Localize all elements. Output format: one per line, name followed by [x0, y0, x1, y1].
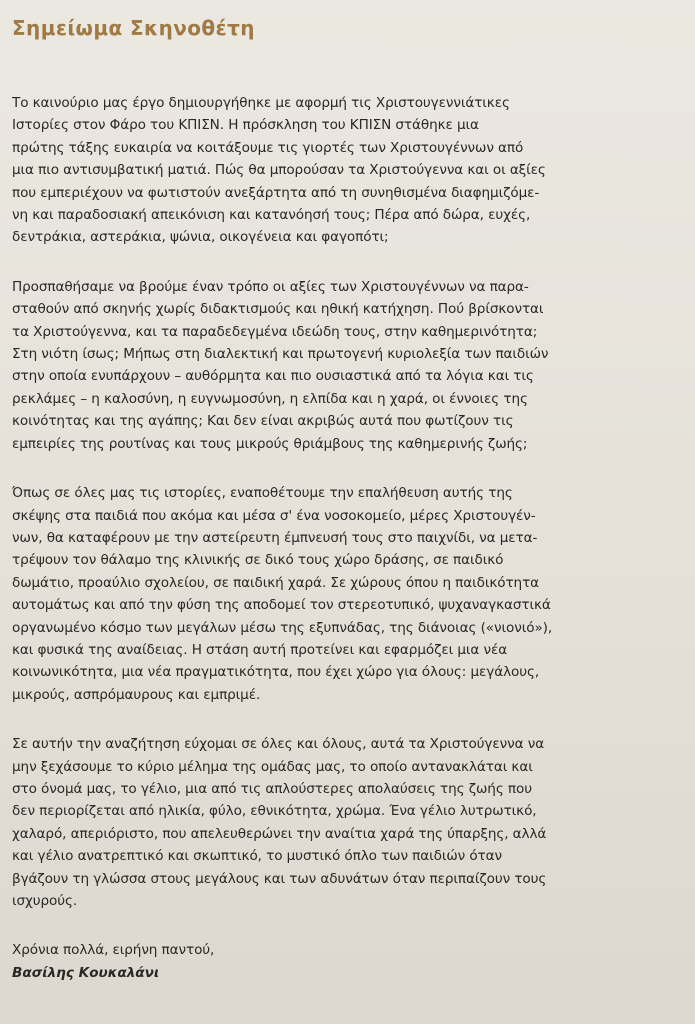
text-line: στο όνομά μας, το γέλιο, μια από τις απλούστερες απολαύσεις της ζωής που	[12, 780, 532, 797]
text-line: εμπειρίες της ρουτίνας και τους μικρούς θριάμβους της καθημερινής ζωής;	[12, 435, 528, 452]
text-line: κοινότητας και της αγάπης; Και δεν είναι ακριβώς αυτά που φωτίζουν τις	[12, 413, 514, 430]
text-line: και γέλιο ανατρεπτικό και σκωπτικό, το μυστικό όπλο των παιδιών όταν	[12, 848, 502, 865]
text-line: Προσπαθήσαμε να βρούμε έναν τρόπο οι αξίες των Χριστουγέννων να παρα-	[12, 278, 529, 295]
text-line: πρώτης τάξης ευκαιρία να κοιτάξουμε τις γιορτές των Χριστουγέννων από	[12, 139, 524, 156]
text-line: νων, θα καταφέρουν με την αστείρευτη έμπνευσή τους στο παιχνίδι, να μετα-	[12, 529, 538, 546]
paragraph	[12, 482, 673, 706]
text-line: νη και παραδοσιακή απεικόνιση και κατανόησή τους; Πέρα από δώρα, ευχές,	[12, 207, 531, 224]
text-line: δεντράκια, αστεράκια, ψώνια, οικογένεια και φαγοπότι;	[12, 229, 389, 246]
paragraph	[12, 92, 673, 249]
text-line: κοινωνικότητα, μια νέα πραγματικότητα, που έχει χώρο για όλους: μεγάλους,	[12, 664, 540, 681]
text-line: μην ξεχάσουμε το κύριο μέλημα της ομάδας μας, το οποίο αντανακλάται και	[12, 758, 533, 775]
text-line: δωμάτιο, προαύλιο σχολείου, σε παιδική χαρά. Σε χώρους όπου η παιδικότητα	[12, 574, 540, 591]
text-line: σταθούν από σκηνής χωρίς διδακτισμούς και ηθική κατήχηση. Πού βρίσκονται	[12, 301, 544, 318]
text-line: ρεκλάμες – η καλοσύνη, η ευγνωμοσύνη, η ελπίδα και η χαρά, οι έννοιες της	[12, 390, 528, 407]
text-line: τα Χριστούγεννα, και τα παραδεδεγμένα ιδεώδη τους, στην καθημερινότητα;	[12, 323, 538, 340]
text-line: Ιστορίες στον Φάρο του ΚΠΙΣΝ. Η πρόσκληση του ΚΠΙΣΝ στάθηκε μια	[12, 117, 479, 134]
text-line: χαλαρό, απεριόριστο, που απελευθερώνει την αναίτια χαρά της ύπαρξης, αλλά	[12, 825, 547, 842]
text-line: Σε αυτήν την αναζήτηση εύχομαι σε όλες και όλους, αυτά τα Χριστούγεννα να	[12, 736, 545, 753]
text-line: μικρούς, ασπρόμαυρους και εμπριμέ.	[12, 686, 261, 703]
text-line: και φυσικά της αναίδειας. Η στάση αυτή προτείνει και εφαρμόζει μια νέα	[12, 641, 508, 658]
text-line: δεν περιορίζεται από ηλικία, φύλο, εθνικότητα, χρώμα. Ένα γέλιο λυτρωτικό,	[12, 803, 537, 820]
signature: Βασίλης Κουκαλάνι	[12, 964, 160, 981]
text-line: Όπως σε όλες μας τις ιστορίες, εναποθέτουμε την επαλήθευση αυτής της	[12, 485, 513, 502]
text-line: ισχυρούς.	[12, 893, 78, 909]
text-line: μια πιο αντισυμβατική ματιά. Πώς θα μπορούσαν τα Χριστούγεννα και οι αξίες	[12, 162, 546, 179]
text-line: Στη νιότη ίσως; Μήπως στη διαλεκτική και πρωτογενή κυριολεξία των παιδιών	[12, 346, 549, 363]
text-line: στην οποία ενυπάρχουν – αυθόρμητα και πιο ουσιαστικά από τα λόγια και τις	[12, 368, 534, 385]
paragraph	[12, 276, 673, 455]
text-line: Το καινούριο μας έργο δημιουργήθηκε με αφορμή τις Χριστουγεννιάτικες	[12, 95, 510, 111]
text-line: σκέψης στα παιδιά που ακόμα και μέσα σ' ένα νοσοκομείο, μέρες Χριστουγέν-	[12, 507, 536, 524]
text-line: οργανωμένο κόσμο των μεγάλων μέσω της εξυπνάδας, της διάνοιας («νιονιό»),	[12, 619, 553, 636]
text-line: βγάζουν τη γλώσσα στους μεγάλους και των αδυνάτων όταν περιπαίζουν τους	[12, 870, 547, 887]
text-line: αυτομάτως και από την φύση της αποδομεί τον στερεοτυπικό, ψυχαναγκαστικά	[12, 597, 551, 614]
page-title: Σημείωμα Σκηνοθέτη	[12, 16, 255, 40]
closing-block	[12, 939, 673, 984]
text-line: τρέψουν τον θάλαμο της κλινικής σε δικό τους χώρο δράσης, σε παιδικό	[12, 552, 504, 569]
text-line: που εμπεριέχουν να φωτιστούν ανεξάρτητα από τη συνηθισμένα διαφημιζόμε-	[12, 184, 540, 201]
paragraph	[12, 733, 673, 912]
document-body	[12, 92, 673, 912]
closing-line: Χρόνια πολλά, ειρήνη παντού,	[12, 942, 215, 959]
